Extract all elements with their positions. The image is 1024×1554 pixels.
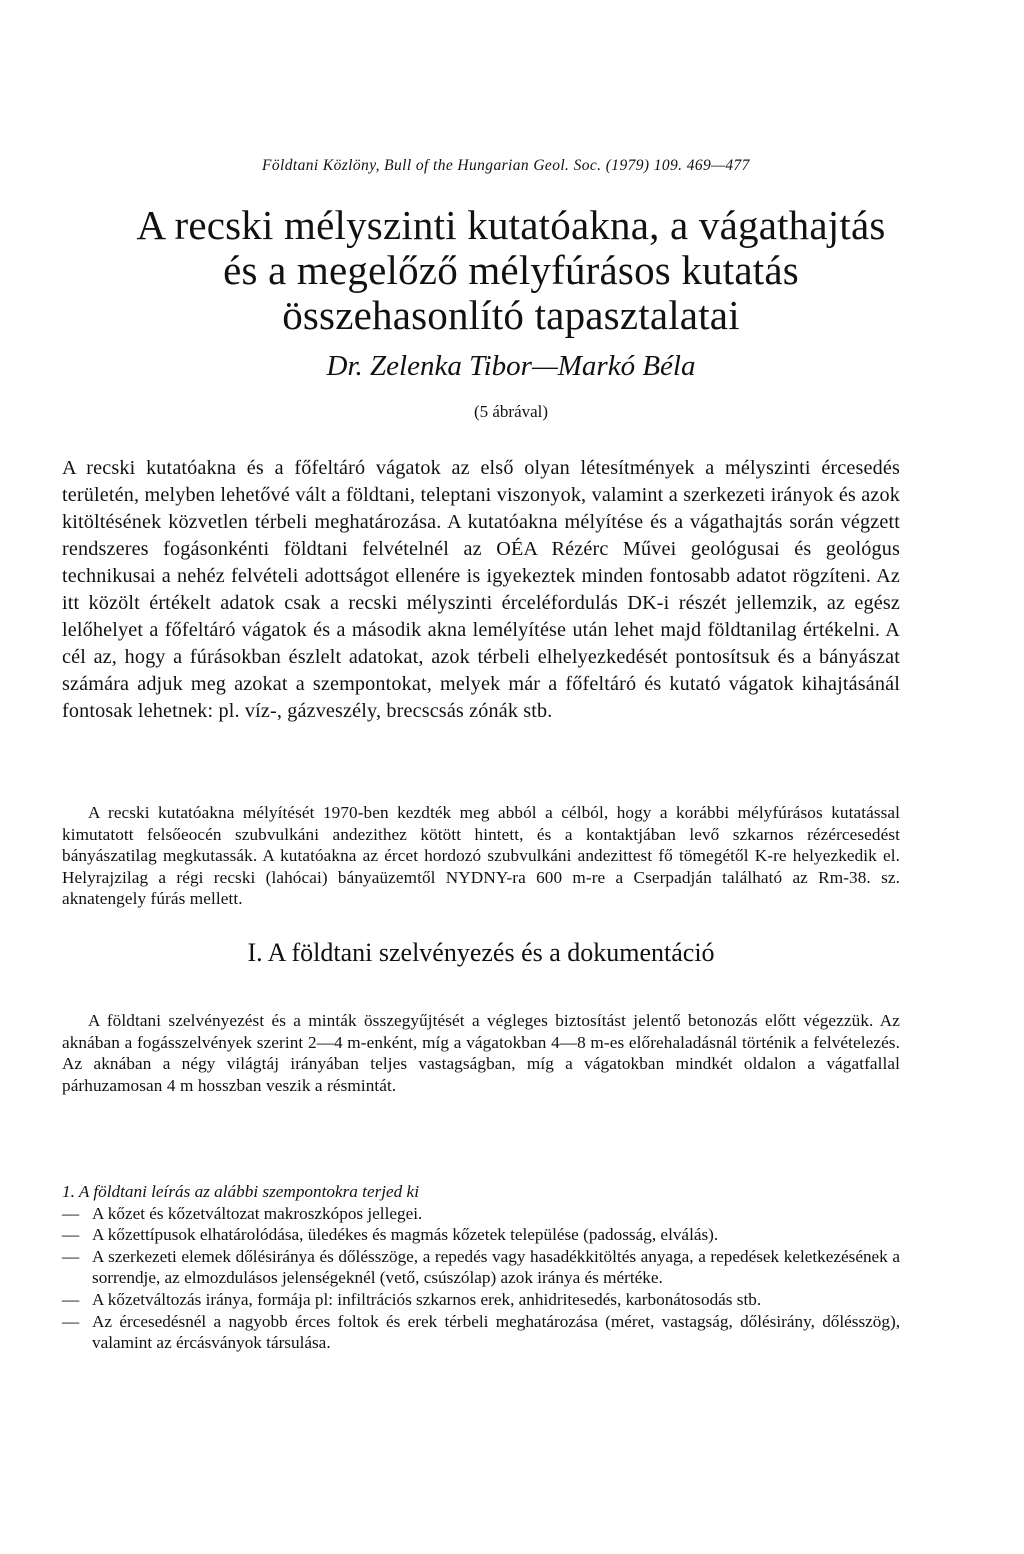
journal-reference: Földtani Közlöny, Bull of the Hungarian Geol. Soc. (1979) 109. 469—477 [262,157,750,174]
authors: Dr. Zelenka Tibor—Markó Béla [326,350,696,382]
article-title [62,203,960,338]
list-item [62,1203,900,1225]
list [62,1203,900,1354]
dash-marker: — [62,1246,80,1266]
figures-note: (5 ábrával) [473,402,549,421]
abstract-paragraph: A recski kutatóakna és a főfeltáró vágatok az első olyan létesítmények a mélyszinti ércesedés területén, melyben lehetővé vált a földtani, teleptani viszonyok, valamint a szerkezeti irányok és azok kitöltésének közvetlen térbeli meghatározása. A kutatóakna mélyítése és a vágathajtás során végzett rendszeres fogásonkénti földtani felvételnél az OÉA Rézérc Művei geológusai és geológus technikusai a nehéz felvételi adottságot ellenére is igyekeztek minden fontosabb adatot rögzíteni. Az itt közölt értékelt adatok csak a recski mélyszinti érceléfordulás DK-i részét jellemzik, az egész lelőhelyet a főfeltáró vágatok és a második akna lemélyítése után lehet majd földtanilag értékelni. A cél az, hogy a fúrásokban észlelt adatokat, azok térbeli elhelyezkedését pontosítsuk és a bányászat számára adjuk meg azokat a szempontokat, melyek már a főfeltáró és kutató vágatok kihajtásánál fontosak lehetnek: pl. víz-, gázveszély, brecscsás zónák stb. [62,457,900,722]
section-paragraph: A földtani szelvényezést és a minták összegyűjtését a végleges biztosítást jelentő betonozás előtt végezzük. Az aknában a fogásszelvények szerint 2—4 m-enként, míg a vágatokban 4—8 m-es előrehaladásnál történik a felvételezés. Az aknában a négy világtáj irányában teljes vastagságban, míg a vágatokban mindkét oldalon a vágatfallal párhuzamosan 4 m hosszban veszik a résmintát. [62,1011,900,1095]
list-item [62,1289,900,1311]
list-title-text: A földtani leírás az alábbi szempontokra terjed ki [78,1182,419,1201]
section-heading: I. A földtani szelvényezés és a dokumentáció [247,938,715,967]
list-item-text: A kőzettípusok elhatárolódása, üledékes és magmás kőzetek települése (padosság, elválás). [92,1225,719,1245]
list-title [62,1181,900,1203]
list-number: 1. [62,1182,75,1201]
dash-marker: — [62,1311,80,1331]
description-list [62,1181,900,1354]
dash-marker: — [62,1289,80,1309]
dash-marker: — [62,1225,80,1245]
intro-section [62,802,900,910]
list-item-text: A szerkezeti elemek dőlésiránya és dőlésszöge, a repedés vagy hasadékkitöltés anyaga, a repedések keletkezésének a sorrendje, az elmozdulásos jelenségeknél (vető, csúszólap) azok iránya és mértéke. [92,1246,900,1288]
title-line: összehasonlító tapasztalatai [282,292,740,338]
list-item-text: Az ércesedésnél a nagyobb érces foltok és erek térbeli meghatározása (méret, vastagság, dőlésirány, dőlésszög), valamint az ércásványok társulása. [92,1311,900,1353]
list-item-text: A kőzetváltozás iránya, formája pl: infiltrációs szkarnos erek, anhidritesedés, karbonátosodás stb. [92,1289,762,1309]
intro-paragraph: A recski kutatóakna mélyítését 1970-ben kezdték meg abból a célból, hogy a korábbi mélyfúrásos kutatással kimutatott felsőeocén szubvulkáni andezithez kötött hintett, és a kontaktjában levő szkarnos rézércesedést bányászatilag megkutassák. A kutatóakna az ércet hordozó szubvulkáni andezittest fő tömegétől K-re helyezkedik el. Helyrajzilag a régi recski (lahócai) bányaüzemtől NYDNY-ra 600 m-re a Cserpadján található az Rm-38. sz. aknatengely fúrás mellett. [62,803,900,909]
list-item [62,1246,900,1289]
list-item-text: A kőzet és kőzetváltozat makroszkópos jellegei. [92,1203,423,1223]
list-item [62,1311,900,1354]
list-item [62,1224,900,1246]
dash-marker: — [62,1203,80,1223]
section-body [62,1010,900,1096]
title-line: és a megelőző mélyfúrásos kutatás [223,247,799,293]
title-line: A recski mélyszinti kutatóakna, a vágathajtás [136,202,886,248]
